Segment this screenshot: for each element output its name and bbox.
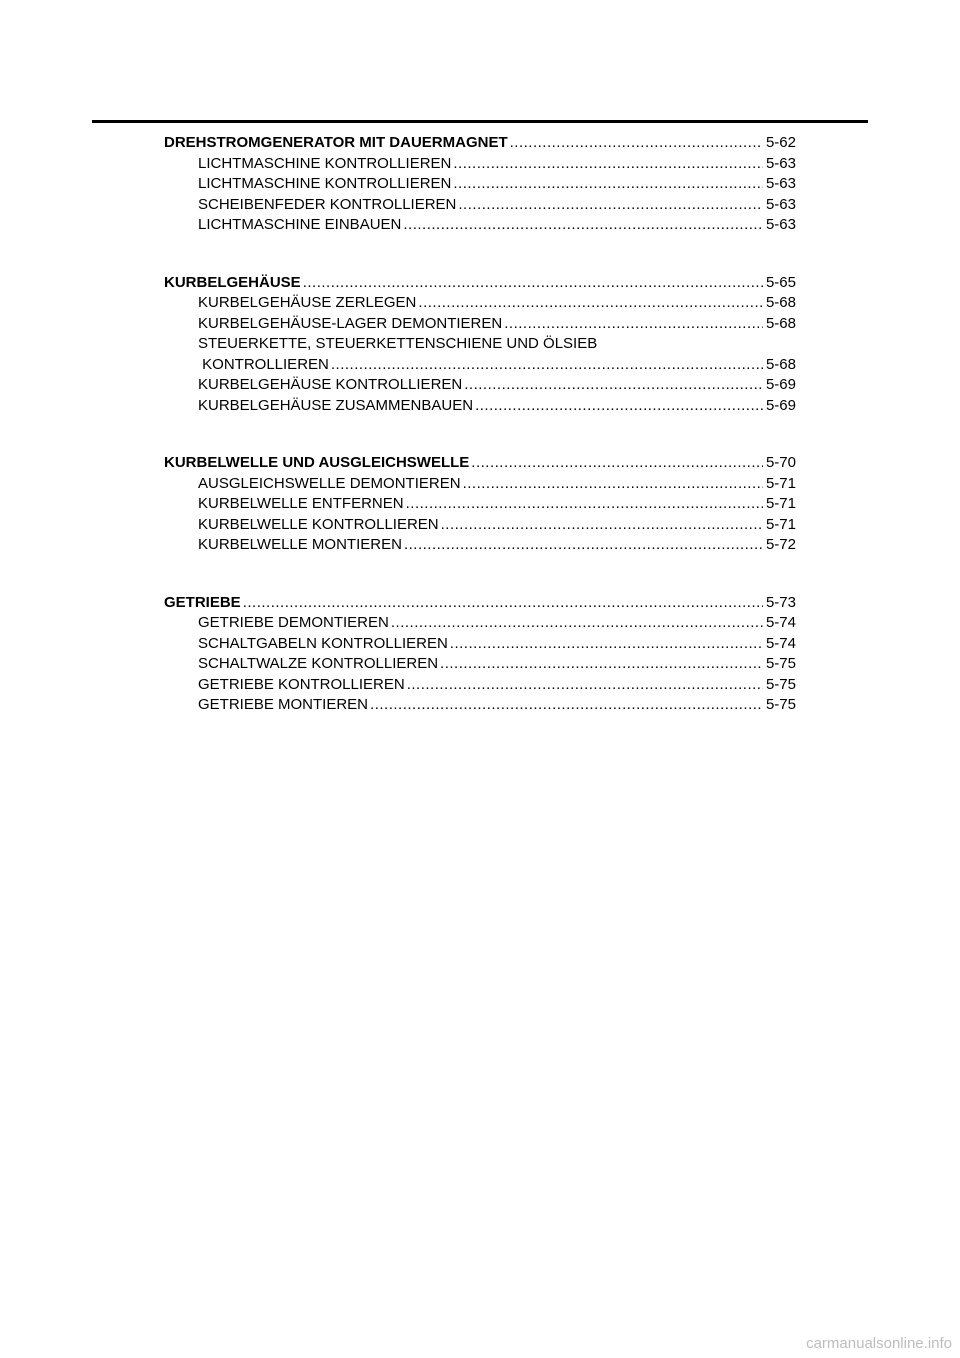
toc-entry[interactable] <box>164 675 796 696</box>
toc-page-number: 5-71 <box>765 495 796 512</box>
toc-page-number: 5-75 <box>765 696 796 713</box>
toc-page-number: 5-72 <box>765 536 796 553</box>
toc-entry-label: STEUERKETTE, STEUERKETTENSCHIENE UND ÖLSIEB <box>198 335 598 352</box>
toc-entry[interactable] <box>164 154 796 175</box>
dot-leader <box>406 494 763 515</box>
toc-entry-label: KURBELWELLE MONTIEREN <box>198 536 402 553</box>
toc-heading-label: KURBELGEHÄUSE <box>164 273 301 291</box>
dot-leader <box>475 396 763 417</box>
table-of-contents <box>164 133 796 753</box>
toc-page-number: 5-71 <box>765 474 796 492</box>
dot-leader <box>504 314 763 335</box>
watermark: carmanualsonline.info <box>806 1335 952 1352</box>
toc-entry[interactable] <box>164 515 796 536</box>
dot-leader <box>453 174 763 195</box>
toc-entry[interactable] <box>164 314 796 335</box>
toc-page-number: 5-75 <box>765 655 796 672</box>
toc-entry-label: SCHEIBENFEDER KONTROLLIEREN <box>198 195 457 213</box>
toc-entry[interactable] <box>164 215 796 236</box>
toc-page-number: 5-68 <box>765 314 796 332</box>
toc-page-number: 5-63 <box>765 154 796 172</box>
toc-entry-label: KURBELWELLE ENTFERNEN <box>198 495 404 512</box>
toc-page-number: 5-75 <box>765 675 796 693</box>
toc-entry[interactable] <box>164 375 796 396</box>
toc-entry-label: KONTROLLIEREN <box>198 355 329 373</box>
toc-section-crankcase <box>164 273 796 417</box>
toc-entry-label: LICHTMASCHINE KONTROLLIEREN <box>198 175 452 192</box>
toc-heading-label: KURBELWELLE UND AUSGLEICHSWELLE <box>164 454 470 471</box>
toc-entry-label: AUSGLEICHSWELLE DEMONTIEREN <box>198 474 461 492</box>
toc-entry-label: KURBELGEHÄUSE ZERLEGEN <box>198 294 417 311</box>
toc-entry[interactable] <box>164 654 796 675</box>
toc-page-number: 5-63 <box>765 175 796 192</box>
dot-leader <box>407 675 763 696</box>
dot-leader <box>450 634 763 655</box>
toc-entry-label: LICHTMASCHINE KONTROLLIEREN <box>198 154 452 172</box>
toc-entry[interactable] <box>164 474 796 495</box>
toc-entry-label: GETRIEBE KONTROLLIEREN <box>198 675 405 693</box>
toc-entry-continued[interactable] <box>164 334 796 355</box>
toc-page-number: 5-63 <box>765 216 796 233</box>
toc-entry-label: KURBELGEHÄUSE-LAGER DEMONTIEREN <box>198 314 503 332</box>
toc-entry-label: KURBELGEHÄUSE ZUSAMMENBAUEN <box>198 396 474 414</box>
dot-leader <box>453 154 763 175</box>
toc-entry-label: KURBELWELLE KONTROLLIEREN <box>198 515 439 533</box>
dot-leader <box>418 293 763 314</box>
toc-section-generator <box>164 133 796 236</box>
dot-leader <box>404 535 763 556</box>
dot-leader <box>370 695 763 716</box>
toc-page-number: 5-68 <box>765 355 796 373</box>
toc-heading[interactable] <box>164 273 796 294</box>
toc-heading-label: DREHSTROMGENERATOR MIT DAUERMAGNET <box>164 134 508 151</box>
toc-page-number: 5-69 <box>765 376 796 393</box>
dot-leader <box>391 613 763 634</box>
toc-page-number: 5-65 <box>765 273 796 291</box>
toc-entry[interactable] <box>164 293 796 314</box>
toc-entry-label: GETRIEBE DEMONTIEREN <box>198 614 389 631</box>
toc-page-number: 5-68 <box>765 294 796 311</box>
toc-heading[interactable] <box>164 453 796 474</box>
toc-entry[interactable] <box>164 634 796 655</box>
dot-leader <box>510 133 763 154</box>
toc-page-number: 5-73 <box>765 593 796 611</box>
dot-leader <box>464 375 763 396</box>
toc-entry[interactable] <box>164 174 796 195</box>
toc-entry-label: KURBELGEHÄUSE KONTROLLIEREN <box>198 376 463 393</box>
dot-leader <box>440 654 763 675</box>
dot-leader <box>303 273 763 294</box>
toc-heading[interactable] <box>164 593 796 614</box>
toc-heading[interactable] <box>164 133 796 154</box>
toc-entry-label: SCHALTWALZE KONTROLLIEREN <box>198 655 439 672</box>
toc-entry[interactable] <box>164 494 796 515</box>
dot-leader <box>458 195 763 216</box>
toc-entry-label: GETRIEBE MONTIEREN <box>198 696 369 713</box>
toc-page-number: 5-71 <box>765 515 796 533</box>
header-rule <box>92 120 868 123</box>
dot-leader <box>441 515 763 536</box>
toc-entry[interactable] <box>164 195 796 216</box>
dot-leader <box>243 593 763 614</box>
toc-entry[interactable] <box>164 396 796 417</box>
toc-page-number: 5-63 <box>765 195 796 213</box>
toc-page-number: 5-69 <box>765 396 796 414</box>
toc-heading-label: GETRIEBE <box>164 593 241 611</box>
dot-leader <box>403 215 763 236</box>
toc-entry[interactable] <box>164 613 796 634</box>
toc-section-transmission <box>164 593 796 716</box>
toc-entry-label: LICHTMASCHINE EINBAUEN <box>198 216 402 233</box>
toc-section-crankshaft <box>164 453 796 556</box>
toc-entry-label: SCHALTGABELN KONTROLLIEREN <box>198 634 448 652</box>
dot-leader <box>463 474 763 495</box>
toc-page-number: 5-62 <box>765 134 796 151</box>
toc-page-number: 5-74 <box>765 634 796 652</box>
toc-entry[interactable] <box>164 355 796 376</box>
dot-leader <box>471 453 763 474</box>
toc-entry[interactable] <box>164 535 796 556</box>
toc-page-number: 5-74 <box>765 614 796 631</box>
toc-entry[interactable] <box>164 695 796 716</box>
toc-page-number: 5-70 <box>765 454 796 471</box>
dot-leader <box>331 355 763 376</box>
